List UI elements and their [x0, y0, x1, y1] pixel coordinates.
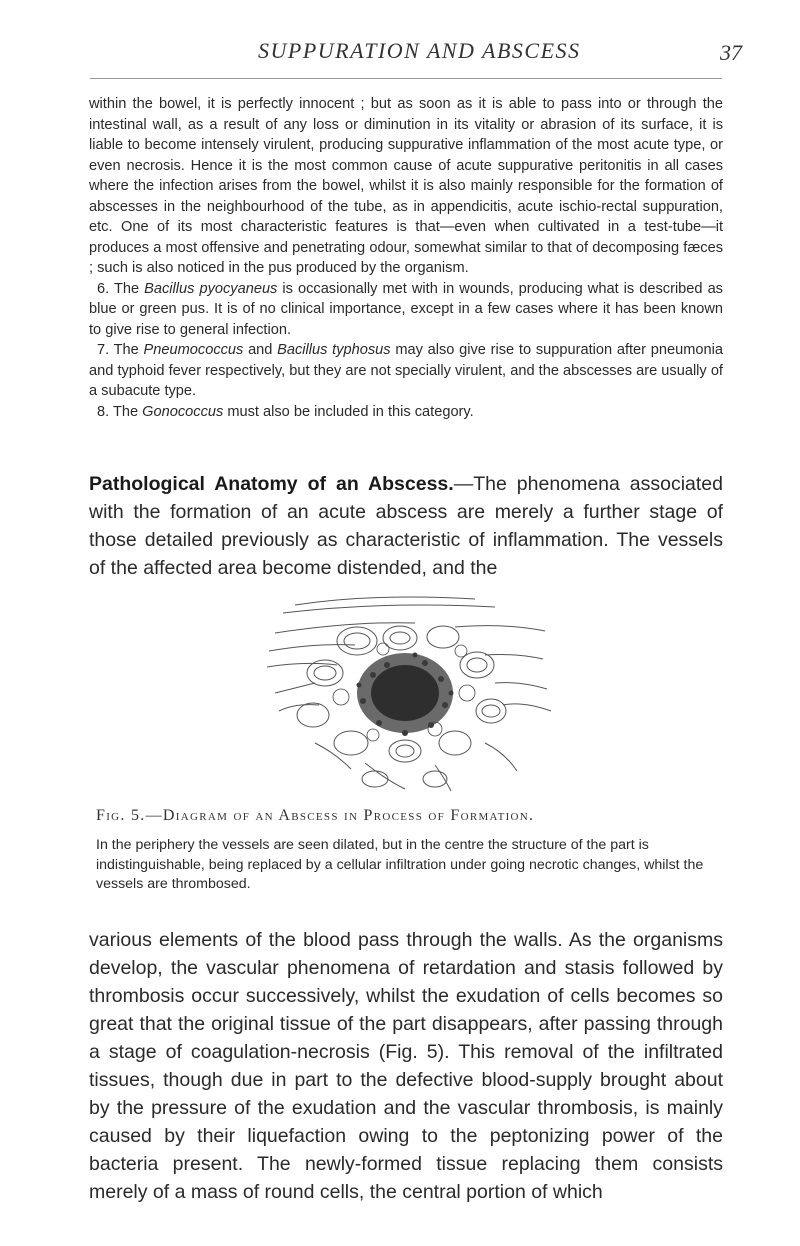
section-intro: —The phenomena associated with the formation of an acute abscess are merely a further stage of those detailed previously as characteristic of inflammation. The vessels of the affected area become distended, and the	[89, 473, 723, 579]
abscess-diagram	[255, 593, 575, 793]
item-8	[89, 402, 723, 423]
item-8-text: must also be included in this category.	[223, 403, 474, 420]
item-7	[89, 340, 723, 402]
small-print-text	[89, 94, 723, 422]
item-6-text: is occasionally met with in wounds, producing what is described as blue or green pus. It is of no clinical importance, except in a few cases where it has been known to give rise to general infection.	[89, 280, 723, 338]
item-7-number: 7. The	[97, 342, 144, 358]
abscess-diagram-figure	[255, 593, 575, 793]
item-6-number: 6. The	[97, 280, 145, 297]
paragraph-bowel-organism: within the bowel, it is perfectly innocent ; but as soon as it is able to pass into or through the intestinal wall, as a result of any loss or diminution in its vitality or abrasion of its surface, it is liable to become intensely virulent, producing suppurative inflammation of the most acute type, or even necrosis. Hence it is the most common cause of acute suppurative peritonitis in all cases where the infection arises from the bowel, whilst it is also mainly responsible for the formation of abscesses in the neighbourhood of the tube, as in appendicitis, acute ischio-rectal suppuration, etc. One of its most characteristic features is that—even when cultivated in a test-tube—it produces a most offensive and penetrating odour, somewhat similar to that of decomposing fæces ; such is also noticed in the pus produced by the organism.	[89, 96, 723, 276]
running-title: SUPPURATION AND ABSCESS	[258, 38, 581, 63]
page-number: 37	[720, 40, 742, 65]
body-text	[89, 926, 723, 1206]
item-8-number: 8. The	[97, 403, 143, 420]
item-6	[89, 279, 723, 341]
item-6-organism: Bacillus pyocyaneus	[144, 280, 278, 297]
section-heading: Pathological Anatomy of an Abscess.	[89, 473, 454, 495]
figure-note	[96, 836, 724, 895]
item-7-text: may also give rise to suppuration after pneumonia and typhoid fever respectively, but they are not specially virulent, and the abscesses are usually of a subacute type.	[89, 342, 723, 399]
item-7-organism-2: Bacillus typhosus	[277, 342, 391, 358]
figure-note-text: In the periphery the vessels are seen dilated, but in the centre the structure of the part is indistinguishable, being replaced by a cellular infiltration under going necrotic changes, whilst the vessels are thrombosed.	[96, 837, 704, 892]
item-7-organism-1: Pneumococcus	[143, 342, 244, 358]
header-rule	[90, 78, 722, 79]
item-8-organism: Gonococcus	[142, 403, 224, 420]
running-head	[90, 38, 742, 72]
section-pathological-anatomy	[89, 470, 723, 582]
item-7-conj: and	[243, 342, 278, 358]
figure-caption: Fig. 5.—Diagram of an Abscess in Process of Formation.	[96, 807, 535, 824]
body-continuation: various elements of the blood pass through the walls. As the organisms develop, the vascular phenomena of retardation and stasis followed by thrombosis occur successively, whilst the exudation of cells becomes so great that the original tissue of the part disappears, after passing through a stage of coagulation-necrosis (Fig. 5). This removal of the infiltrated tissues, though due in part to the defective blood-supply brought about by the pressure of the exudation and the vascular thrombosis, is mainly caused by their liquefaction owing to the peptonizing power of the bacteria present. The newly-formed tissue replacing them consists merely of a mass of round cells, the central portion of which	[89, 929, 723, 1203]
